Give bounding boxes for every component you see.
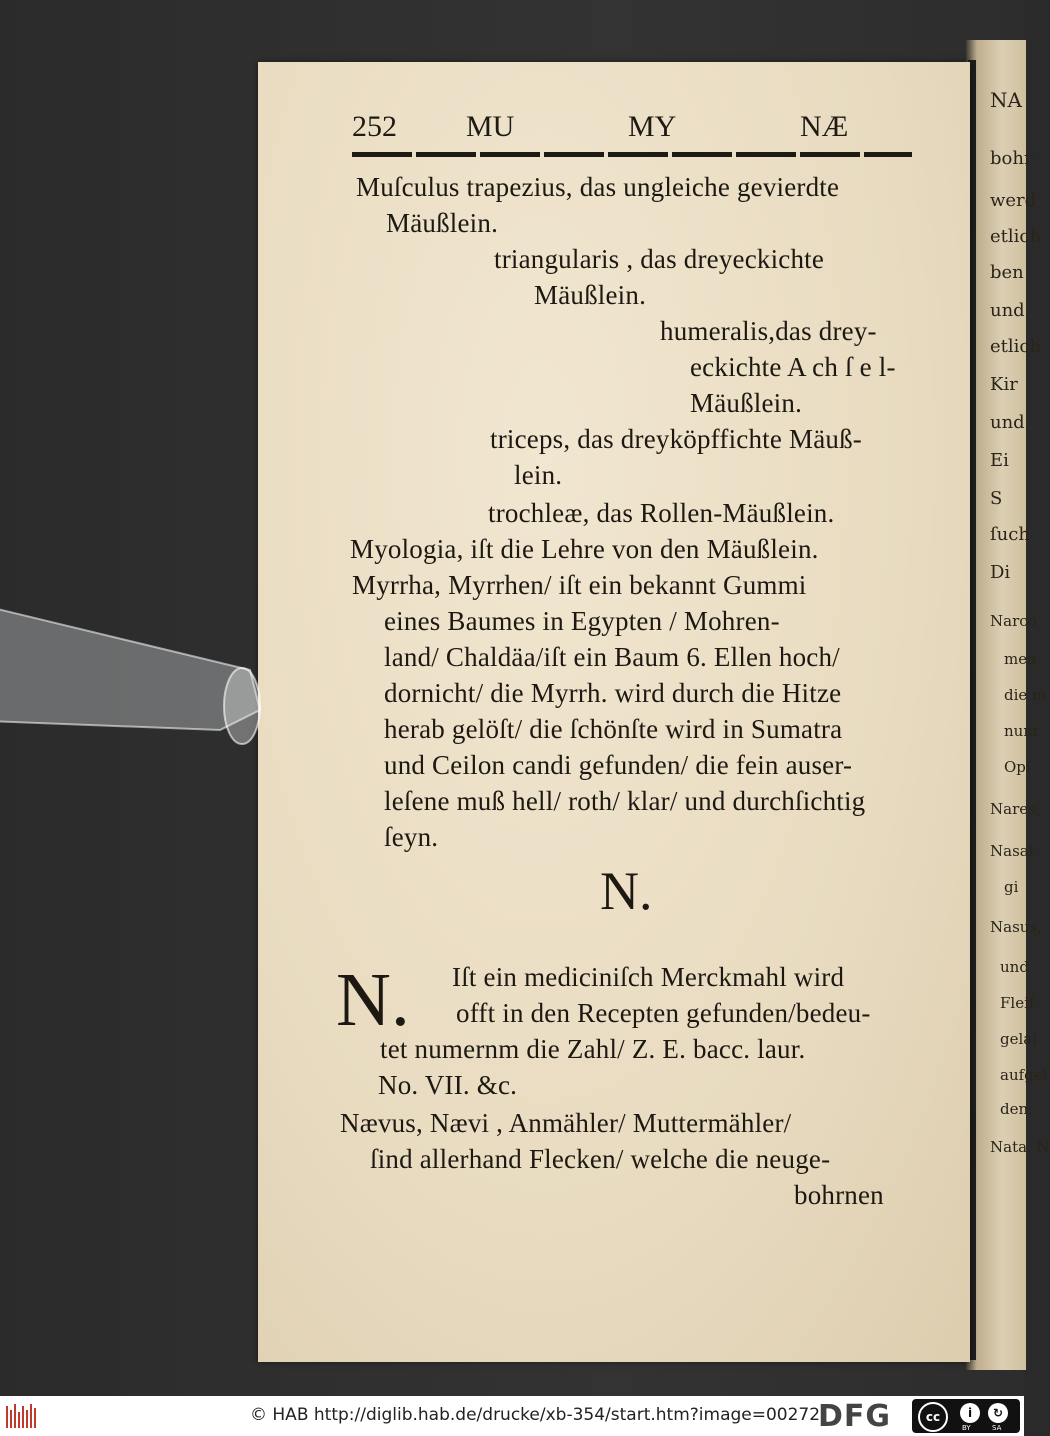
next-page-fragment: num (1004, 722, 1038, 740)
share-alike-icon: ↻ (988, 1403, 1008, 1423)
next-page-fragment: Opi (1004, 758, 1031, 776)
text-line: Mäußlein. (386, 208, 499, 238)
text-line: ſind allerhand Flecken/ welche die neuge- (370, 1144, 831, 1174)
next-page-fragment: ſuch (990, 524, 1030, 545)
text-line: eckichte A ch ſ e l- (690, 352, 896, 382)
text-line: trochleæ, das Rollen-Mäußlein. (488, 498, 835, 528)
text-line: offt in den Recepten gefunden/bedeu- (456, 998, 871, 1028)
next-page-fragment: Kir (990, 374, 1018, 395)
next-page-fragment: und (990, 300, 1025, 321)
text-line: dornicht/ die Myrrh. wird durch die Hitze (384, 678, 842, 708)
text-line: triceps, das dreyköpffichte Mäuß- (490, 424, 862, 454)
next-page-fragment: Di (990, 562, 1011, 583)
text-line: No. VII. &c. (378, 1070, 518, 1100)
text-line: bohrnen (794, 1180, 884, 1210)
by-label: BY (962, 1424, 971, 1432)
text-line: ſeyn. (384, 822, 439, 852)
next-page-fragment: die m (1004, 686, 1047, 704)
text-line: Nævus, Nævi , Anmähler/ Muttermähler/ (340, 1108, 792, 1138)
next-page-fragment: den. (1000, 1100, 1033, 1118)
running-head-left: MU (466, 110, 515, 143)
next-page-fragment: Narco (990, 612, 1037, 630)
attribution-icon: i (960, 1403, 980, 1423)
viewer-footer (0, 1396, 1024, 1436)
cc-by-sa-badge[interactable] (912, 1399, 1020, 1433)
next-page-fragment: gi (1004, 878, 1019, 896)
text-line: lein. (514, 460, 563, 490)
text-line: land/ Chaldäa/iſt ein Baum 6. Ellen hoch/ (384, 642, 840, 672)
next-page-fragment: Nasus, (990, 918, 1042, 936)
text-line: Iſt ein mediciniſch Merckmahl wird (452, 962, 845, 992)
next-page-fragment: Ei (990, 450, 1009, 471)
sa-label: SA (992, 1424, 1002, 1432)
next-page-fragment: S (990, 488, 1003, 509)
text-line: tet numernm die Zahl/ Z. E. bacc. laur. (380, 1034, 806, 1064)
next-page-fragment: und (1000, 958, 1029, 976)
next-page-fragment: Nata, N (990, 1138, 1050, 1156)
cc-icon: cc (918, 1402, 948, 1432)
running-head-right: NÆ (800, 110, 849, 143)
text-line: leſene muß hell/ roth/ klar/ und durchſichtig (384, 786, 866, 816)
next-page-fragment: NA (990, 88, 1022, 112)
next-page-fragment: ben (990, 262, 1024, 283)
text-line: eines Baumes in Egypten / Mohren- (384, 606, 780, 636)
text-line: Muſculus trapezius, das ungleiche gevierdte (356, 172, 840, 202)
copyright-link[interactable]: © HAB http://diglib.hab.de/drucke/xb-354/start.htm?image=00272 (250, 1405, 821, 1425)
running-head (352, 110, 912, 150)
text-line: Myologia, iſt die Lehre von den Mäußlein. (350, 534, 819, 564)
text-line: und Ceilon candi gefunden/ die fein auser- (384, 750, 853, 780)
next-page-fragment: bohr (990, 148, 1033, 169)
running-head-center: MY (628, 110, 677, 143)
drop-cap: N. (336, 958, 410, 1042)
dfg-logo: DFG (818, 1399, 892, 1434)
next-page-fragment: und (990, 412, 1025, 433)
next-page-fragment: werd (990, 190, 1037, 211)
text-line: humeralis,das drey- (660, 316, 877, 346)
hab-logo-icon (6, 1402, 38, 1430)
text-line: Mäußlein. (690, 388, 803, 418)
section-heading: N. (600, 861, 653, 921)
text-line: triangularis , das dreyeckichte (494, 244, 825, 274)
text-line: Mäußlein. (534, 280, 647, 310)
next-page-fragment: Nasal (990, 842, 1034, 860)
next-page-fragment: aufgel (1000, 1066, 1048, 1084)
next-page-fragment: gelai (1000, 1030, 1038, 1048)
header-rule (352, 152, 912, 157)
next-page-fragment: Fleiſ (1000, 994, 1035, 1012)
next-page-fragment: Nares, (990, 800, 1041, 818)
page-number: 252 (352, 110, 397, 143)
text-line: Myrrha, Myrrhen/ iſt ein bekannt Gummi (352, 570, 807, 600)
text-line: herab gelöſt/ die ſchönſte wird in Sumatra (384, 714, 843, 744)
page-holder-pointer (0, 600, 300, 750)
next-page-fragment: etlich (990, 226, 1042, 247)
next-page-fragment: men (1004, 650, 1037, 668)
next-page-fragment: etlich (990, 336, 1042, 357)
